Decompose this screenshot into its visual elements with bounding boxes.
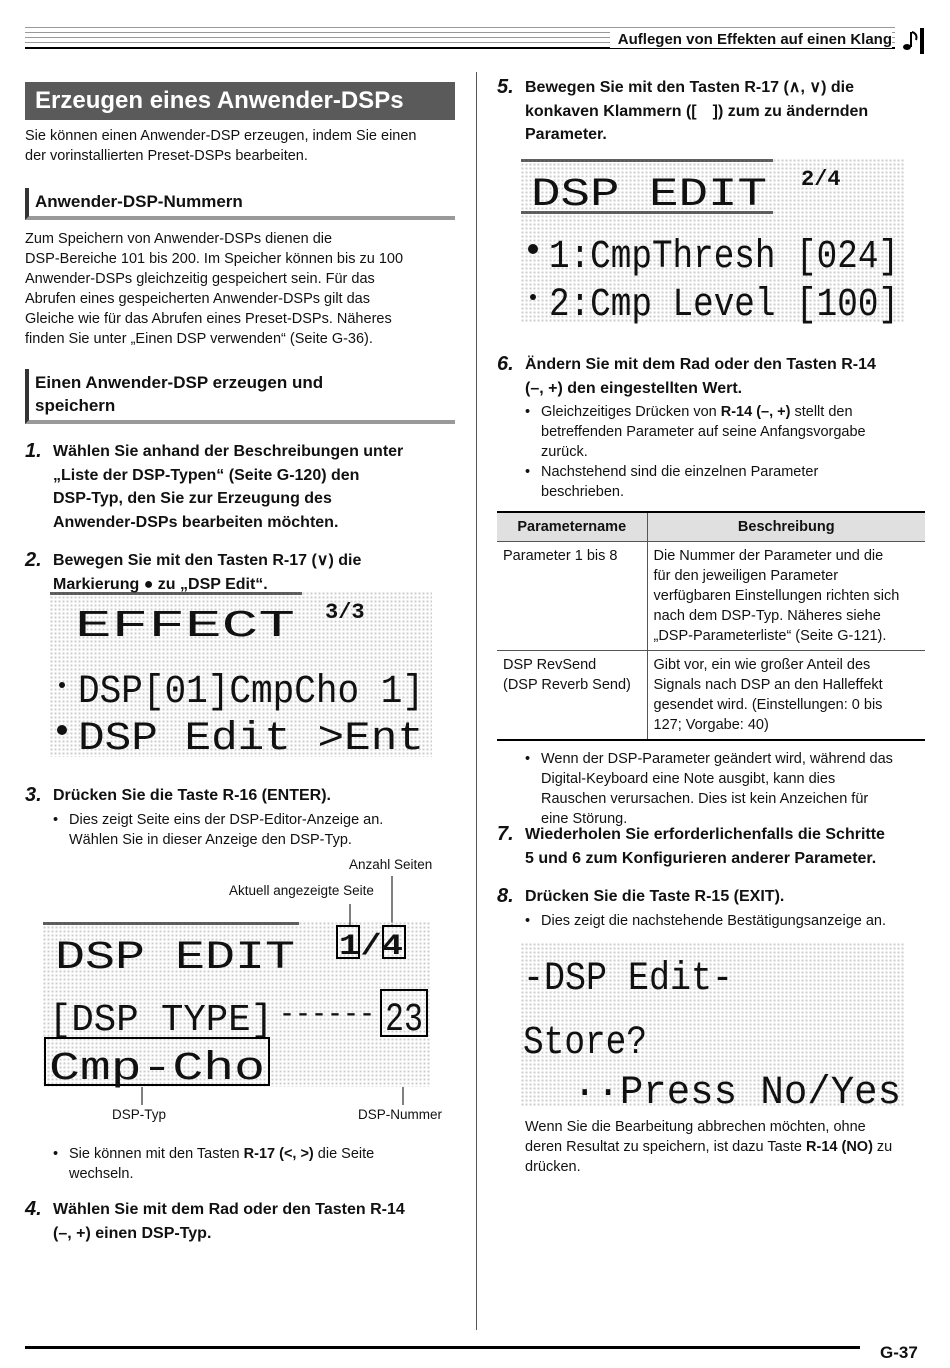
store-note: Wenn Sie die Bearbeitung abbrechen möchten, ohne deren Resultat zu speichern, ist dazu Taste R-14 (NO) zu drücken. xyxy=(525,1119,893,1175)
step-6-block xyxy=(497,353,925,829)
lcd-edit2-title: DSP EDIT xyxy=(531,173,767,218)
lcd-effect-page: 3/3 xyxy=(325,600,365,625)
step-5: 5. Bewegen Sie mit den Tasten R-17 (∧, ∨) die konkaven Klammern ([ ]) zum zu ändernden Parameter. xyxy=(497,76,869,143)
lcd-edit2-row2: 1:CmpThresh [024] xyxy=(549,235,899,280)
step-6-note: • Wenn der DSP-Parameter geändert wird, während das Digital-Keyboard eine Note ausgibt, kann dies Rauschen verursachen. Dies ist kein Anzeichen für eine Störung. xyxy=(525,751,893,827)
lcd-edit1-dashes: ------ xyxy=(279,998,375,1032)
lcd-edit1-row2: [DSP TYPE] xyxy=(49,999,273,1042)
step-8-bullet: • Dies zeigt die nachstehende Bestätigungsanzeige an. xyxy=(525,912,887,929)
lcd-edit2-row3: 2:Cmp Level [100] xyxy=(549,283,899,328)
subsection-title-numbers: Anwender-DSP-Nummern xyxy=(25,188,455,220)
section-intro: Sie können einen Anwender-DSP erzeugen, indem Sie einen der vorinstallierten Preset-DSPs bearbeiten. xyxy=(25,128,417,164)
callout-dsp-type: DSP-Typ xyxy=(112,1107,167,1122)
music-note-icon xyxy=(898,28,924,54)
subsection-title-create: Einen Anwender-DSP erzeugen und speichern xyxy=(25,369,455,424)
lcd-store-question: Store? xyxy=(523,1021,647,1066)
step-3-page-bullet: • Sie können mit den Tasten R-17 (<, >) die Seite wechseln. xyxy=(53,1146,375,1182)
step-8: 8. Drücken Sie die Taste R-15 (EXIT). xyxy=(497,885,785,907)
lcd-effect-row3: DSP Edit >Ent xyxy=(78,717,424,762)
callout-lines-bottom xyxy=(140,1087,420,1107)
lcd-edit1-type: Cmp-Cho xyxy=(49,1047,265,1092)
left-column xyxy=(25,82,455,596)
step-3-bullet: • Dies zeigt Seite eins der DSP-Editor-Anzeige an. Wählen Sie in dieser Anzeige den DSP-Typ. xyxy=(53,811,384,848)
lcd-store-prompt: ··Press No/Yes xyxy=(573,1071,901,1116)
step-7: 7. Wiederholen Sie erforderlichenfalls die Schritte 5 und 6 zum Konfigurieren anderer Parameter. xyxy=(497,823,885,867)
table-header: Parametername xyxy=(497,512,647,542)
lcd-effect-title: EFFECT xyxy=(75,605,295,648)
step-6-bullet-2: • Nachstehend sind die einzelnen Parameter beschrieben. xyxy=(525,464,819,500)
lcd-edit1-number: 23 xyxy=(385,998,423,1043)
numbers-text: Zum Speichern von Anwender-DSPs dienen die DSP-Bereiche 101 bis 200. Im Speicher können bis zu 100 Anwender-DSPs gleichzeitig gespeichert sein. Für das Abrufen eines gespeicherten Anwender-DSPs gilt das Gleiche wie für das Abrufen eines Preset-DSPs. Näheres finden Sie unter „Einen DSP verwenden“ (Seite G-36). xyxy=(25,231,404,347)
table-row: DSP RevSend (DSP Reverb Send) Gibt vor, ein wie großer Anteil des Signals nach DSP an den Halleffekt gesendet wird. (Einstellungen: 0 bis 127; Vorgabe: 40) xyxy=(497,651,925,741)
step-3: 3. Drücken Sie die Taste R-16 (ENTER). xyxy=(25,784,331,806)
lcd-store-screen xyxy=(521,943,905,1116)
table-header: Beschreibung xyxy=(647,512,925,542)
table-header-row xyxy=(497,512,925,542)
lcd-effect-row2: DSP[01]CmpCho 1] xyxy=(78,670,424,715)
callout-current-page: Aktuell angezeigte Seite xyxy=(229,883,374,898)
step-1: 1. Wählen Sie anhand der Beschreibungen unter „Liste der DSP-Typen“ (Seite G-120) den DSP-Typ, den Sie zur Erzeugung des Anwender-DSPs bearbeiten möchten. xyxy=(25,440,404,531)
callout-dsp-number: DSP-Nummer xyxy=(358,1107,443,1122)
column-separator xyxy=(476,72,477,1330)
header-title: Auflegen von Effekten auf einen Klang xyxy=(610,31,892,48)
lcd-edit1-page: 1/4 xyxy=(339,930,403,964)
step-2: 2. Bewegen Sie mit den Tasten R-17 (∨) die Markierung ● zu „DSP Edit“. xyxy=(25,549,362,593)
lcd-store-title: -DSP Edit- xyxy=(523,957,733,1002)
step-3-block xyxy=(25,784,455,850)
page-number: G-37 xyxy=(880,1343,918,1362)
step-8-block xyxy=(497,885,925,931)
lcd-edit1-title: DSP EDIT xyxy=(55,936,295,981)
parameter-table xyxy=(497,511,925,741)
callout-page-count: Anzahl Seiten xyxy=(349,857,433,872)
lcd-dsp-edit-page1 xyxy=(43,922,431,1092)
lcd-edit2-page: 2/4 xyxy=(801,167,841,192)
step-6: 6. Ändern Sie mit dem Rad oder den Tasten R-14 (–, +) den eingestellten Wert. xyxy=(497,353,876,397)
section-title: Erzeugen eines Anwender-DSPs xyxy=(25,82,455,120)
step-4: 4. Wählen Sie mit dem Rad oder den Tasten R-14 (–, +) einen DSP-Typ. xyxy=(25,1198,405,1242)
step-6-bullet-1: • Gleichzeitiges Drücken von R-14 (–, +) stellt den betreffenden Parameter auf seine Anfangsvorgabe zurück. xyxy=(525,404,866,460)
lcd-dsp-edit-page2 xyxy=(521,159,905,328)
footer-rule xyxy=(25,1346,860,1349)
lcd-effect-screen xyxy=(50,592,432,762)
table-row: Parameter 1 bis 8 Die Nummer der Parameter und die für den jeweiligen Parameter verfügbaren Einstellungen richten sich nach dem DSP-Typ. Näheres siehe „DSP-Parameterliste“ (Seite G-121). xyxy=(497,542,925,651)
